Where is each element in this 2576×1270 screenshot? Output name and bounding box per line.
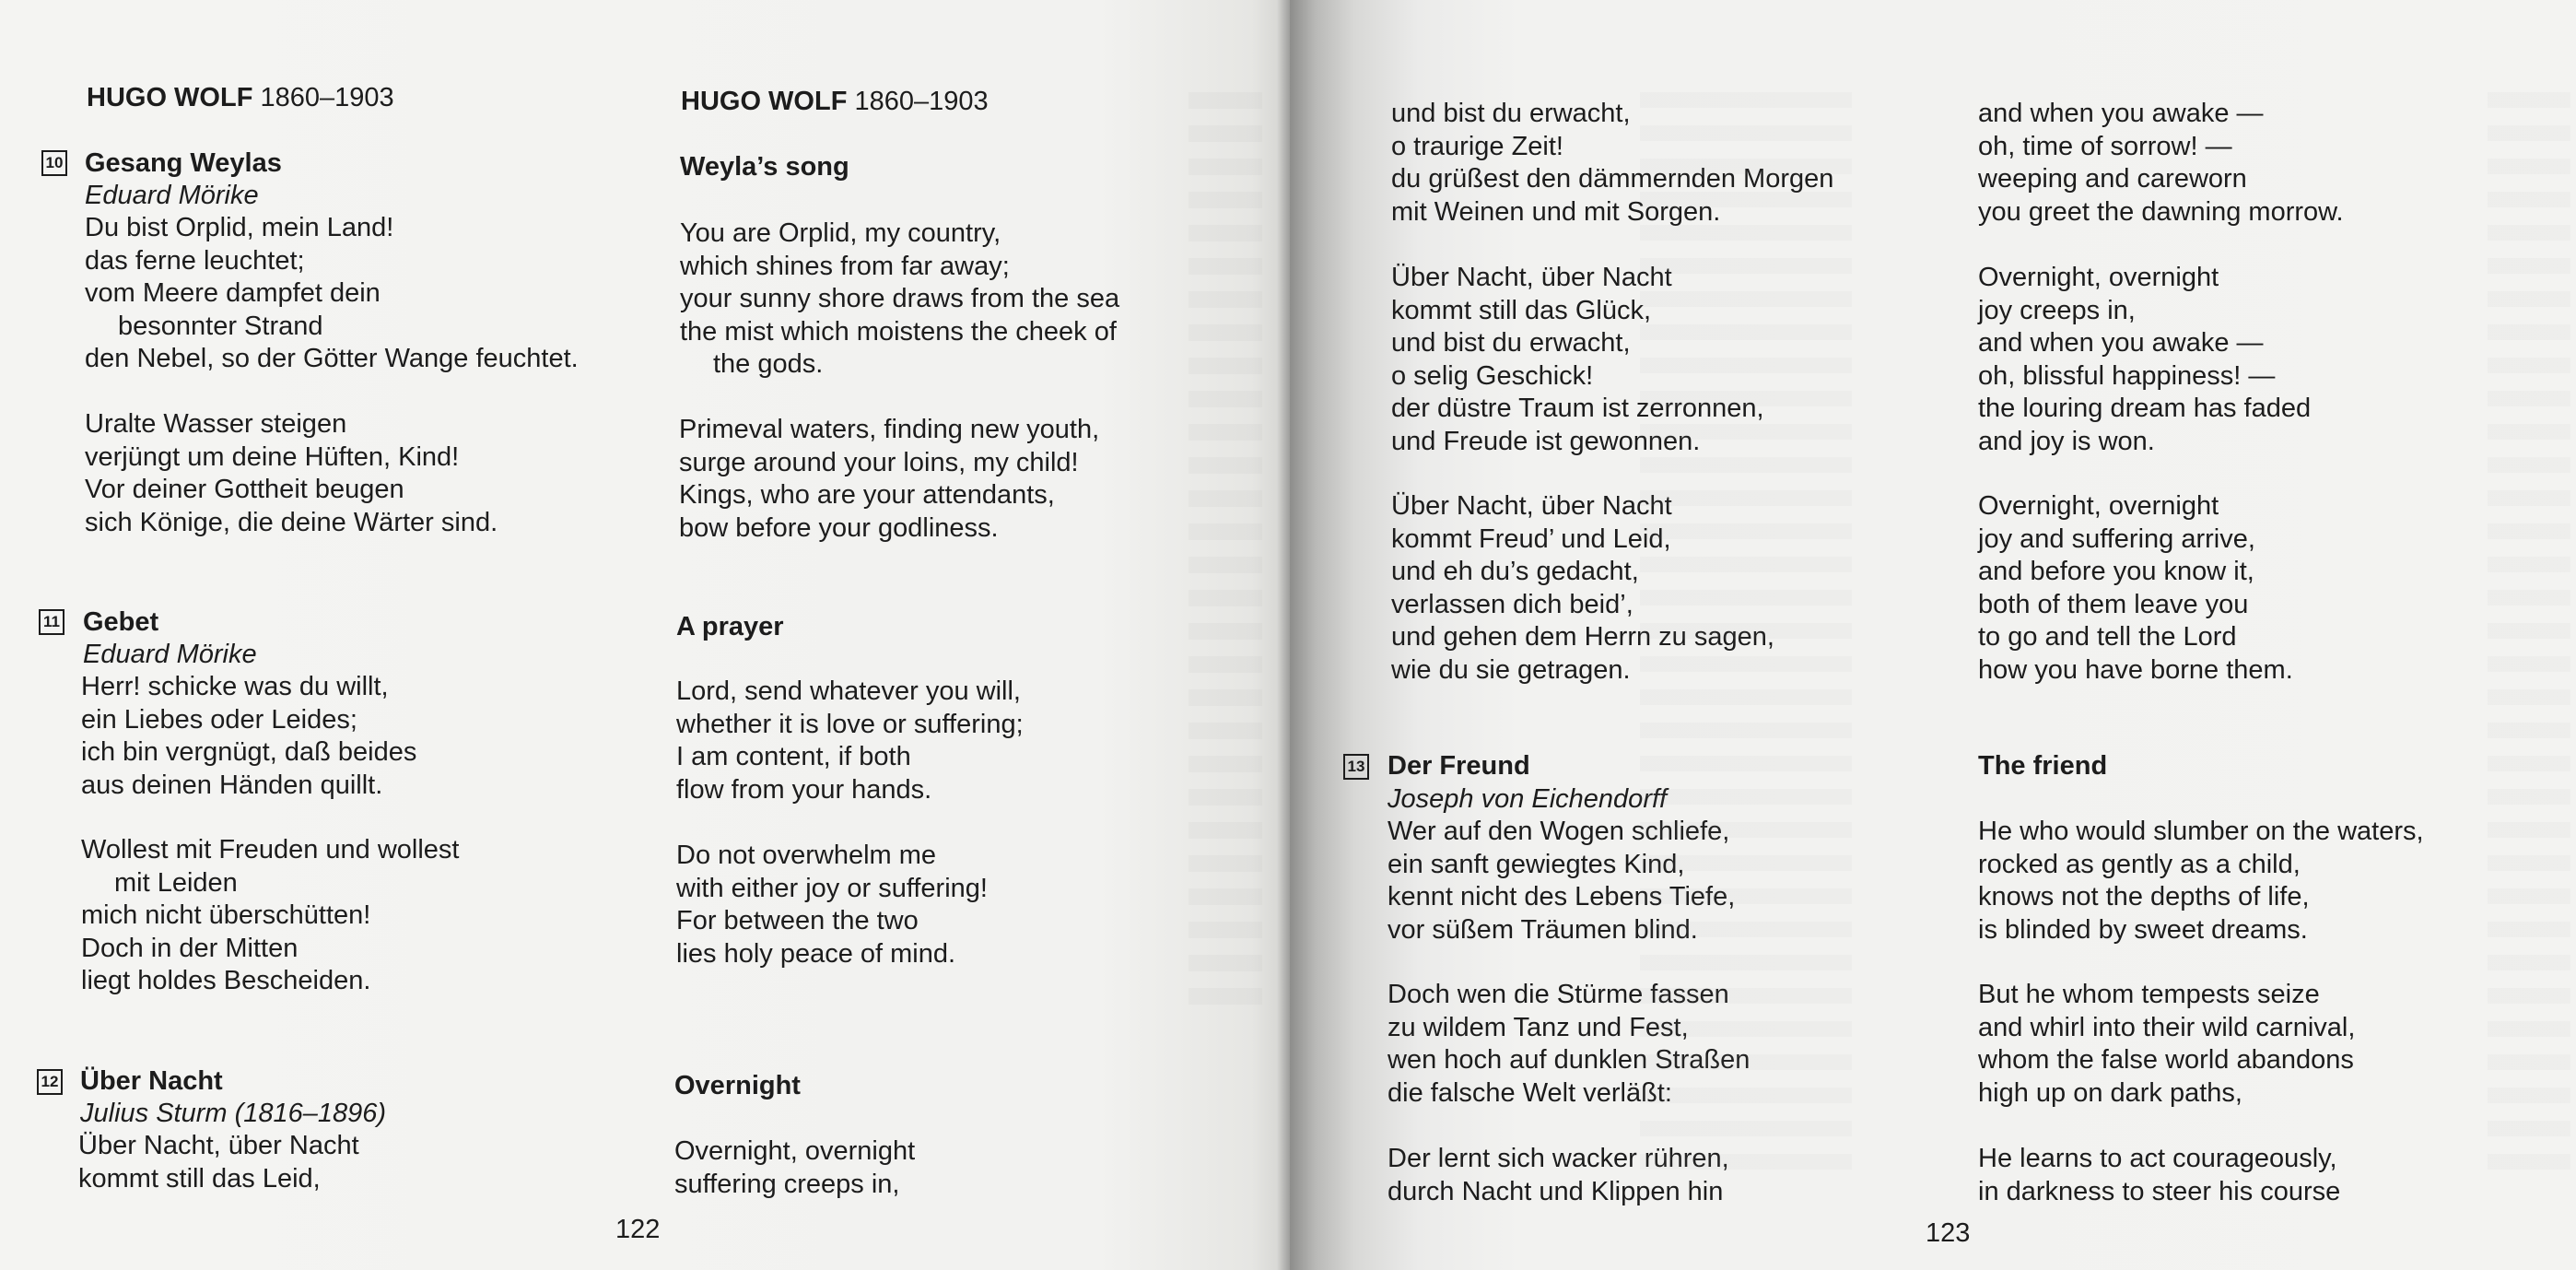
poet-name: Julius Sturm (1816–1896)	[80, 1099, 387, 1128]
verse-line: joy creeps in,	[1978, 295, 2136, 325]
stanza	[676, 840, 988, 970]
verse-line: verjüngt um deine Hüften, Kind!	[85, 441, 460, 472]
verse-line: and before you know it,	[1978, 557, 2254, 586]
verse-line: both of them leave you	[1978, 589, 2249, 619]
verse-line: in darkness to steer his course	[1978, 1176, 2341, 1206]
verse-line: the louring dream has faded	[1978, 394, 2312, 423]
verse-line: You are Orplid, my country,	[680, 218, 1001, 248]
song-title: Gebet	[83, 607, 159, 637]
verse-line: He learns to act courageously,	[1978, 1144, 2337, 1173]
verse-line: kommt still das Glück,	[1391, 295, 1651, 325]
stanza	[1978, 816, 2424, 947]
verse-line: Do not overwhelm me	[676, 841, 937, 870]
stanza	[1978, 262, 2311, 458]
verse-line: you greet the dawning morrow.	[1978, 196, 2344, 227]
verse-line: liegt holdes Bescheiden.	[81, 966, 371, 995]
verse-line: mich nicht überschütten!	[81, 900, 371, 930]
verse-line: knows not the depths of life,	[1978, 882, 2310, 911]
verse-line: But he whom tempests seize	[1978, 980, 2320, 1009]
verse-line: Wollest mit Freuden und wollest	[81, 835, 460, 864]
verse-line: Wer auf den Wogen schliefe,	[1388, 817, 1730, 846]
song-title: A prayer	[676, 612, 784, 641]
stanza	[1978, 98, 2344, 229]
verse-line: oh, time of sorrow! —	[1978, 131, 2232, 161]
stanza	[676, 676, 1024, 806]
stanza	[1978, 490, 2293, 687]
song-title: Der Freund	[1388, 751, 1530, 781]
verse-line: besonnter Strand	[118, 311, 323, 341]
verse-line: the mist which moistens the cheek of	[680, 316, 1117, 347]
verse-line: und bist du erwacht,	[1391, 328, 1631, 358]
verse-line: vom Meere dampfet dein	[85, 278, 381, 308]
verse-line: Herr! schicke was du willt,	[81, 672, 389, 701]
verse-line: und eh du’s gedacht,	[1391, 557, 1639, 586]
verse-line: For between the two	[676, 906, 919, 935]
verse-line: kommt still das Leid,	[78, 1163, 321, 1194]
verse-line: vor süßem Träumen blind.	[1388, 914, 1698, 945]
page-number: 122	[615, 1215, 661, 1244]
verse-line: aus deinen Händen quillt.	[81, 770, 383, 800]
stanza	[1978, 979, 2355, 1110]
verse-line: durch Nacht und Klippen hin	[1388, 1176, 1724, 1206]
verse-line: weeping and careworn	[1978, 164, 2247, 194]
verse-line: how you have borne them.	[1978, 654, 2293, 685]
composer-dates: 1860–1903	[260, 83, 394, 112]
verse-line: your sunny shore draws from the sea	[680, 284, 1120, 313]
stanza	[81, 671, 416, 802]
verse-line: Overnight, overnight	[1978, 263, 2219, 292]
song-title: Weyla’s song	[680, 152, 849, 182]
verse-line: Du bist Orplid, mein Land!	[85, 213, 394, 242]
page-number: 123	[1926, 1218, 1971, 1248]
verse-line: Primeval waters, finding new youth,	[679, 415, 1100, 444]
verse-line: rocked as gently as a child,	[1978, 849, 2301, 879]
verse-line: ich bin vergnügt, daß beides	[81, 737, 417, 767]
stanza	[679, 414, 1099, 545]
stanza	[85, 408, 498, 539]
verse-line: high up on dark paths,	[1978, 1077, 2242, 1108]
verse-line: whom the false world abandons	[1978, 1045, 2354, 1075]
stanza	[85, 212, 579, 376]
verse-line: wen hoch auf dunklen Straßen	[1388, 1045, 1751, 1075]
verse-line: Der lernt sich wacker rühren,	[1388, 1144, 1729, 1173]
verse-line: He who would slumber on the waters,	[1978, 817, 2424, 846]
stanza	[680, 218, 1119, 382]
verse-line: I am content, if both	[676, 742, 911, 771]
verse-line: Vor deiner Gottheit beugen	[85, 475, 404, 504]
verse-line: der düstre Traum ist zerronnen,	[1391, 394, 1764, 423]
verse-line: Overnight, overnight	[1978, 491, 2219, 521]
verse-line: Kings, who are your attendants,	[679, 480, 1055, 510]
verse-line: und Freude ist gewonnen.	[1391, 426, 1701, 456]
composer-dates: 1860–1903	[854, 87, 989, 116]
poet-name: Eduard Mörike	[83, 640, 257, 669]
track-number-badge: 10	[41, 150, 67, 176]
verse-line: und gehen dem Herrn zu sagen,	[1391, 622, 1774, 652]
verse-line: to go and tell the Lord	[1978, 622, 2237, 652]
composer-heading	[87, 83, 394, 113]
verse-line: sich Könige, die deine Wärter sind.	[85, 507, 498, 537]
verse-line: with either joy or suffering!	[676, 873, 988, 903]
stanza	[674, 1135, 915, 1201]
verse-line: Lord, send whatever you will,	[676, 676, 1021, 706]
stanza	[81, 834, 459, 998]
verse-line: kommt Freud’ und Leid,	[1391, 523, 1671, 554]
composer-name: HUGO WOLF	[681, 87, 848, 116]
verse-line: wie du sie getragen.	[1391, 654, 1631, 685]
verse-line: Uralte Wasser steigen	[85, 409, 347, 439]
verse-line: o selig Geschick!	[1391, 360, 1594, 391]
verse-line: zu wildem Tanz und Fest,	[1388, 1012, 1689, 1042]
verse-line: die falsche Welt verläßt:	[1388, 1077, 1672, 1108]
verse-line: o traurige Zeit!	[1391, 131, 1563, 161]
song-title: Overnight	[674, 1071, 801, 1100]
verse-line: und bist du erwacht,	[1391, 99, 1631, 128]
composer-name: HUGO WOLF	[87, 83, 253, 112]
bleed-through-texture	[1640, 92, 1852, 1180]
track-number-badge: 13	[1343, 754, 1369, 780]
verse-line: ein sanft gewiegtes Kind,	[1388, 849, 1685, 879]
verse-line: and when you awake —	[1978, 99, 2264, 128]
bleed-through-texture	[2488, 92, 2570, 1180]
verse-line: du grüßest den dämmernden Morgen	[1391, 164, 1834, 194]
verse-line: mit Leiden	[114, 867, 238, 898]
song-title: Gesang Weylas	[85, 148, 282, 178]
verse-line: lies holy peace of mind.	[676, 938, 956, 969]
verse-line: flow from your hands.	[676, 774, 932, 805]
stanza	[78, 1130, 359, 1195]
track-number-badge: 12	[37, 1069, 63, 1095]
poet-name: Joseph von Eichendorff	[1388, 784, 1668, 814]
verse-line: Overnight, overnight	[674, 1136, 916, 1166]
verse-line: and joy is won.	[1978, 426, 2155, 456]
right-page	[1290, 0, 2576, 1270]
verse-line: Über Nacht, über Nacht	[1391, 491, 1672, 521]
verse-line: mit Weinen und mit Sorgen.	[1391, 196, 1721, 227]
verse-line: bow before your godliness.	[679, 512, 999, 543]
bleed-through-texture	[1188, 92, 1262, 1014]
verse-line: das ferne leuchtet;	[85, 245, 305, 276]
verse-line: Über Nacht, über Nacht	[1391, 263, 1672, 292]
verse-line: ein Liebes oder Leides;	[81, 704, 357, 735]
stanza	[1978, 1143, 2340, 1208]
composer-heading	[681, 87, 989, 117]
verse-line: and when you awake —	[1978, 328, 2264, 358]
verse-line: Doch wen die Stürme fassen	[1388, 980, 1729, 1009]
verse-line: Über Nacht, über Nacht	[78, 1131, 359, 1160]
poet-name: Eduard Mörike	[85, 181, 259, 210]
verse-line: kennt nicht des Lebens Tiefe,	[1388, 882, 1736, 911]
verse-line: den Nebel, so der Götter Wange feuchtet.	[85, 344, 579, 373]
verse-line: is blinded by sweet dreams.	[1978, 914, 2308, 945]
verse-line: verlassen dich beid’,	[1391, 589, 1633, 619]
track-number-badge: 11	[39, 609, 64, 635]
verse-line: joy and suffering arrive,	[1978, 523, 2255, 554]
verse-line: and whirl into their wild carnival,	[1978, 1012, 2356, 1042]
verse-line: whether it is love or suffering;	[676, 709, 1024, 739]
song-title: Über Nacht	[80, 1066, 223, 1096]
verse-line: suffering creeps in,	[674, 1169, 900, 1199]
song-title: The friend	[1978, 751, 2108, 781]
verse-line: which shines from far away;	[680, 251, 1010, 281]
verse-line: oh, blissful happiness! —	[1978, 360, 2276, 391]
verse-line: Doch in der Mitten	[81, 933, 299, 963]
verse-line: surge around your loins, my child!	[679, 447, 1079, 477]
verse-line: the gods.	[713, 349, 824, 379]
